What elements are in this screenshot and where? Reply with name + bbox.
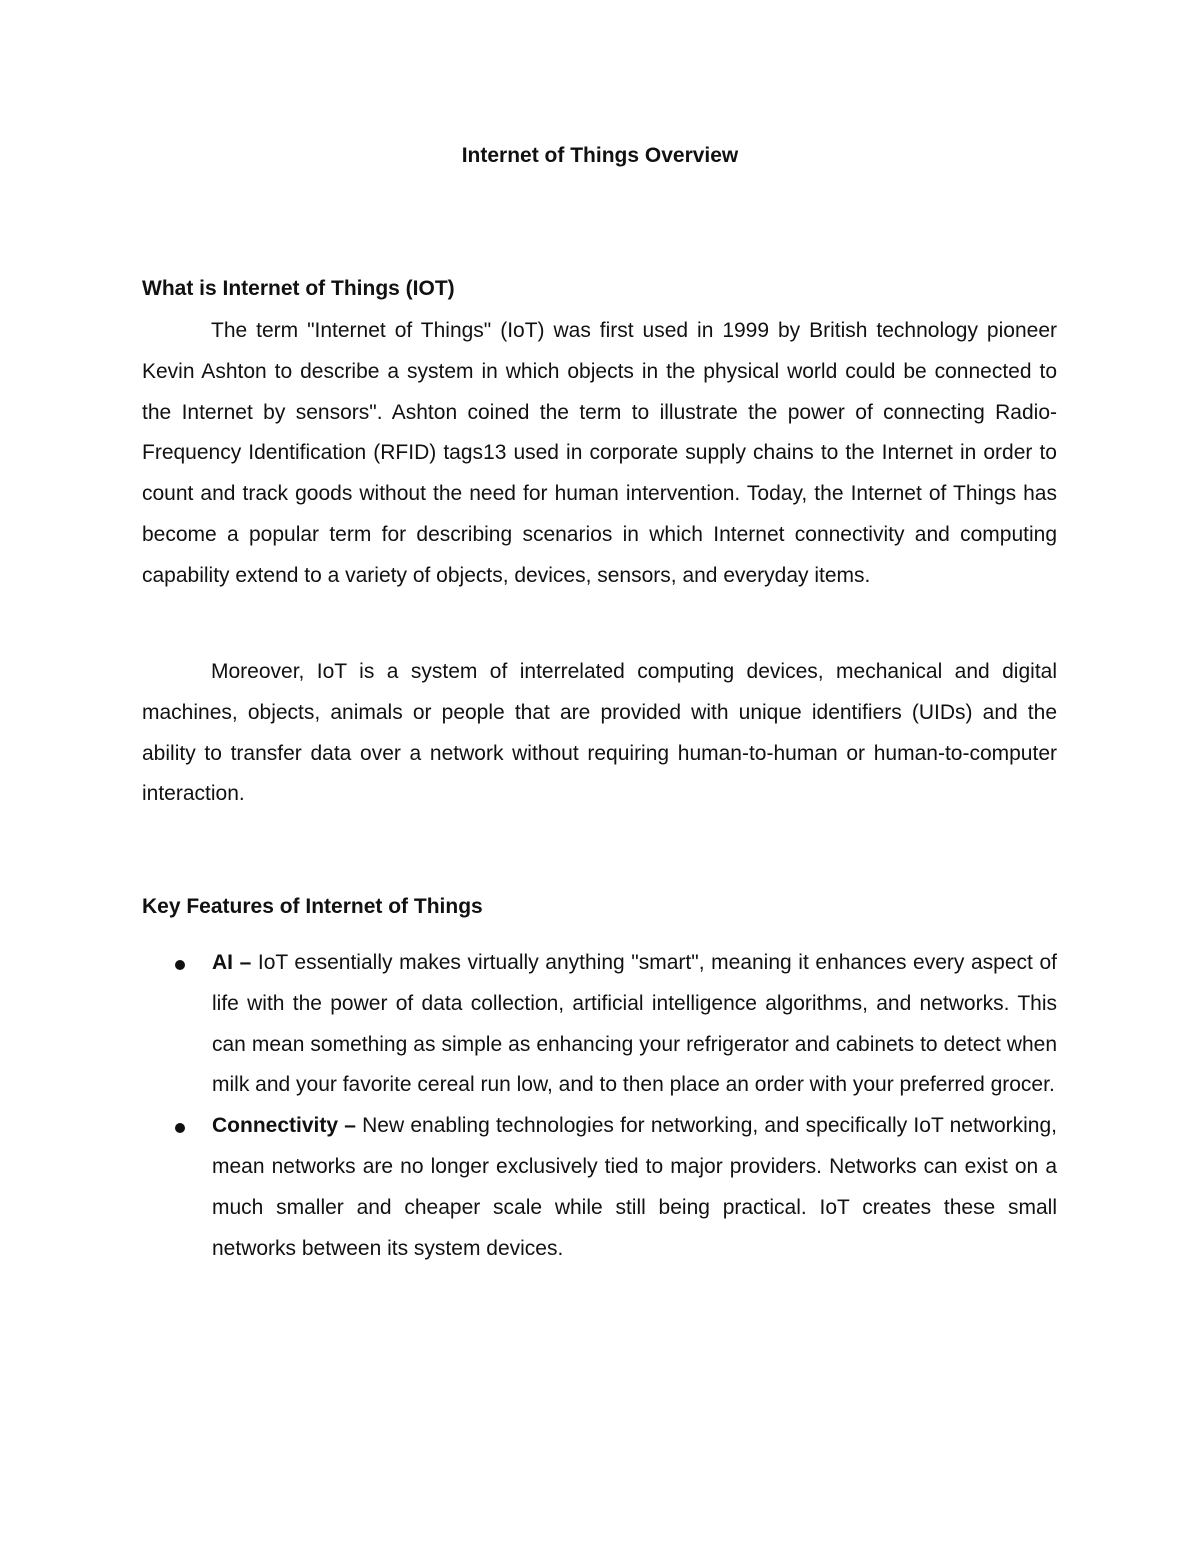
feature-name: Connectivity – (212, 1114, 356, 1138)
list-item-feature-connectivity (142, 1106, 1057, 1269)
bullet-icon (175, 1123, 185, 1133)
bullet-icon (175, 960, 185, 970)
list-item-feature-ai (142, 943, 1057, 1106)
feature-list (142, 943, 1057, 1269)
section-heading-what-is-iot: What is Internet of Things (IOT) (142, 277, 455, 300)
feature-description: New enabling technologies for networking, and specifically IoT networking, mean networks are no longer exclusively tied to major providers. Networks can exist on a much smaller and cheaper scale while still being practical. IoT creates these small networks between its system devices. (212, 1114, 1057, 1260)
feature-name: AI – (212, 951, 252, 974)
paragraph-iot-system: Moreover, IoT is a system of interrelated computing devices, mechanical and digital machines, objects, animals or people that are provided with unique identifiers (UIDs) and the ability to transfer data over a network without requiring human-to-human or human-to-computer interaction. (142, 660, 1057, 806)
feature-description: IoT essentially makes virtually anything "smart", meaning it enhances every aspect of life with the power of data collection, artificial intelligence algorithms, and networks. This can mean something as simple as enhancing your refrigerator and cabinets to detect when milk and your favorite cereal run low, and to then place an order with your preferred grocer. (212, 951, 1057, 1097)
paragraph-iot-definition: The term "Internet of Things" (IoT) was first used in 1999 by British technology pioneer Kevin Ashton to describe a system in which objects in the physical world could be connected to the Internet by sensors". Ashton coined the term to illustrate the power of connecting Radio-Frequency Identification (RFID) tags13 used in corporate supply chains to the Internet in order to count and track goods without the need for human intervention. Today, the Internet of Things has become a popular term for describing scenarios in which Internet connectivity and computing capability extend to a variety of objects, devices, sensors, and everyday items. (142, 319, 1057, 587)
section-heading-key-features: Key Features of Internet of Things (142, 895, 483, 918)
document-title: Internet of Things Overview (461, 144, 739, 167)
